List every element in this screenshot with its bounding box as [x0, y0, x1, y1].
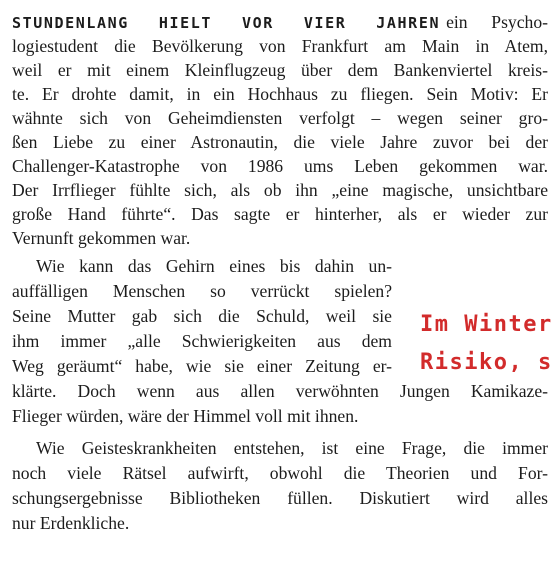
article-line: klärte. Doch wenn aus allen verwöhnten Jungen Kamikaze-: [12, 381, 548, 401]
pull-quote-line-2: Risiko, s: [420, 350, 553, 375]
article-line: nur Erdenkliche.: [12, 513, 130, 533]
article-line: große Hand führte“. Das sagte er hinterher, als er wieder zur: [12, 204, 548, 224]
lead-in-caps: STUNDENLANG HIELT VOR VIER JAHREN: [12, 14, 441, 32]
article-line: auffälligen Menschen so verrückt spielen?: [12, 281, 392, 301]
article-line: Vernunft gekommen war.: [12, 228, 191, 248]
article-line: Seine Mutter gab sich die Schuld, weil sie: [12, 306, 392, 326]
article-line: logiestudent die Bevölkerung von Frankfurt am Main in Atem,: [12, 36, 548, 56]
article-line: Der Irrflieger fühlte sich, als ob ihn „eine magische, unsichtbare: [12, 180, 548, 200]
article-line: schungsergebnisse Bibliotheken füllen. Diskutiert wird alles: [12, 488, 548, 508]
article-line: Weg geräumt“ habe, wie sie einer Zeitung er-: [12, 356, 392, 376]
article-line: Wie kann das Gehirn eines bis dahin un-: [36, 256, 392, 276]
line-text: ein Psycho-: [446, 12, 548, 32]
article-line: ßen Liebe zu einer Astronautin, die viele Jahre zuvor bei der: [12, 132, 548, 152]
article-line: Challenger-Katastrophe von 1986 ums Leben gekommen war.: [12, 156, 548, 176]
article-line: ihm immer „alle Schwierigkeiten aus dem: [12, 331, 392, 351]
article-line: noch viele Rätsel aufwirft, obwohl die Theorien und For-: [12, 463, 548, 483]
article-line: [12, 10, 548, 34]
article-line: te. Er drohte damit, in ein Hochhaus zu fliegen. Sein Motiv: Er: [12, 84, 548, 104]
article-line: weil er mit einem Kleinflugzeug über dem Bankenviertel kreis-: [12, 60, 548, 80]
article-line: wähnte sich von Geheimdiensten verfolgt – wegen seiner gro-: [12, 108, 548, 128]
article-line: Wie Geisteskrankheiten entstehen, ist eine Frage, die immer: [36, 438, 548, 458]
article-line: Flieger würden, wäre der Himmel voll mit ihnen.: [12, 406, 359, 426]
pull-quote-line-1: Im Winter: [420, 312, 553, 337]
